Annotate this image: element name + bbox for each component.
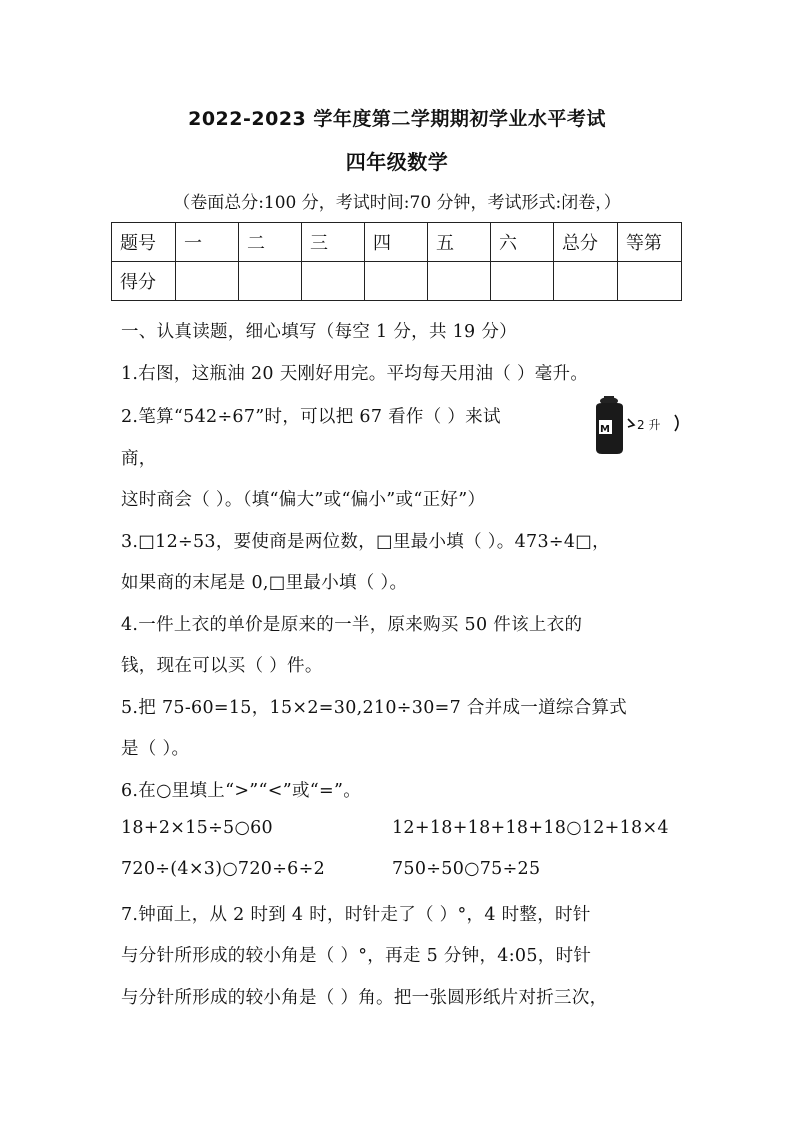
bottle-label: 2 升	[637, 418, 661, 432]
question-7-line-3: 与分针所形成的较小角是（ ）角。把一张圆形纸片对折三次，	[121, 988, 608, 1008]
score-table-score-row	[112, 262, 682, 301]
question-7-line-1: 7.钟面上，从 2 时到 4 时，时针走了（ ）°，4 时整，时针	[121, 905, 591, 925]
header-cell-grade: 等第	[618, 223, 682, 262]
header-cell-3: 三	[302, 223, 365, 262]
question-2-line-3: 这时商会（ ）。（填“偏大”或“偏小”或“正好”）	[121, 490, 486, 510]
exam-title: 2022-2023 学年度第二学期期初学业水平考试	[188, 108, 606, 130]
question-3-line-1: 3.□12÷53，要使商是两位数，□里最小填（ ）。473÷4□，	[121, 532, 610, 552]
question-7-line-2: 与分针所形成的较小角是（ ）°，再走 5 分钟，4:05，时针	[121, 946, 592, 966]
oil-bottle-icon	[590, 393, 690, 455]
question-5-line-2: 是（ ）。	[121, 739, 190, 759]
q6-expression-3: 720÷(4×3)○720÷6÷2	[121, 859, 326, 879]
question-2-line-2: 商，	[121, 449, 157, 469]
header-cell-total: 总分	[554, 223, 618, 262]
score-table-header-row	[112, 223, 682, 262]
question-6: 6.在○里填上“>”“<”或“=”。	[121, 781, 362, 801]
header-cell-4: 四	[365, 223, 428, 262]
question-5-line-1: 5.把 75-60=15，15×2=30,210÷30=7 合并成一道综合算式	[121, 698, 628, 718]
q6-expression-4: 750÷50○75÷25	[392, 859, 541, 879]
question-3-line-2: 如果商的末尾是 0,□里最小填（ ）。	[121, 573, 408, 593]
score-cell[interactable]	[428, 262, 491, 301]
header-cell-2: 二	[239, 223, 302, 262]
section-heading: 一、认真读题，细心填写（每空 1 分，共 19 分）	[121, 322, 517, 342]
score-cell[interactable]	[176, 262, 239, 301]
score-table	[111, 222, 682, 301]
exam-info: （卷面总分:100 分，考试时间:70 分钟，考试形式:闭卷，）	[173, 193, 621, 213]
question-4-line-1: 4.一件上衣的单价是原来的一半，原来购买 50 件该上衣的	[121, 615, 583, 635]
question-1: 1.右图，这瓶油 20 天刚好用完。平均每天用油（ ）毫升。	[121, 364, 589, 384]
score-cell[interactable]	[618, 262, 682, 301]
q6-expression-2: 12+18+18+18+18○12+18×4	[392, 818, 669, 838]
score-cell[interactable]	[365, 262, 428, 301]
score-cell[interactable]	[554, 262, 618, 301]
svg-text:M: M	[600, 424, 610, 435]
header-cell-6: 六	[491, 223, 554, 262]
header-cell-5: 五	[428, 223, 491, 262]
score-row-label: 得分	[112, 262, 176, 301]
header-cell-label: 题号	[112, 223, 176, 262]
header-cell-1: 一	[176, 223, 239, 262]
q6-expression-1: 18+2×15÷5○60	[121, 818, 273, 838]
question-4-line-2: 钱，现在可以买（ ）件。	[121, 656, 323, 676]
question-2-line-1: 2.笔算“542÷67”时，可以把 67 看作（ ）来试	[121, 407, 501, 427]
score-cell[interactable]	[239, 262, 302, 301]
score-cell[interactable]	[491, 262, 554, 301]
score-cell[interactable]	[302, 262, 365, 301]
exam-subtitle: 四年级数学	[345, 150, 449, 174]
